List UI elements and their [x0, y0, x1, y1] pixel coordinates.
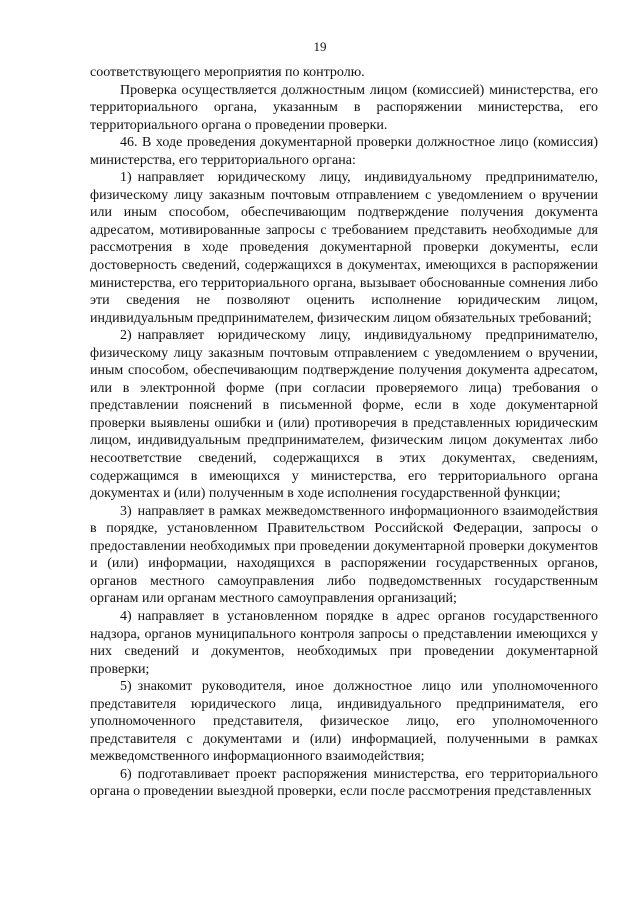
list-item-6 [90, 766, 598, 801]
list-item-4 [90, 608, 598, 678]
list-item-number: 4) [120, 608, 132, 624]
list-item-number: 3) [120, 503, 132, 519]
list-item-2 [90, 327, 598, 502]
paragraph-item-46: 46. В ходе проведения документарной проверки должностное лицо (комиссия) министерства, его территориального органа: [90, 135, 598, 168]
list-item-number: 6) [120, 766, 132, 782]
list-item-text: подготавливает проект распоряжения министерства, его территориального органа о проведении выездной проверки, если после рассмотрения представленных [90, 766, 598, 800]
list-item-text: направляет юридическому лицу, индивидуальному предпринимателю, физическому лицу заказным почтовым отправлением с уведомлением о вручении или иным способом, обеспечивающим подтверждение получения документа адресатом, мотивированные запросы с требованием представить необходимые для рассмотрения в ходе проведения документарной проверки документы, если достоверность сведений, содержащихся в документах, имеющихся в распоряжении министерства, его территориального органа, вызывает обоснованные сомнения либо эти сведения не позволяют оценить исполнение юридическим лицом, индивидуальным предпринимателем, физическим лицом обязательных требований; [90, 170, 598, 326]
list-item-1 [90, 169, 598, 327]
page-number: 19 [313, 39, 327, 54]
list-item-text: направляет в установленном порядке в адрес органов государственного надзора, органов муниципального контроля запросы о представлении имеющихся у них сведений и документов, необходимых при проведении документарной проверки; [90, 608, 598, 677]
list-item-text: направляет в рамках межведомственного информационного взаимодействия в порядке, установленном Правительством Российской Федерации, запросы о предоставлении необходимых при проведении документарной проверки документов и (или) информации, находящихся в распоряжении государственных органов, органов местного самоуправления либо подведомственных государственным органам или органам местного самоуправления организаций; [90, 503, 598, 607]
list-item-5 [90, 678, 598, 766]
document-body [90, 64, 598, 801]
list-item-number: 5) [120, 679, 132, 695]
paragraph-continuation: соответствующего мероприятия по контролю. [90, 65, 365, 80]
list-item-text: знакомит руководителя, иное должностное лицо или уполномоченного представителя юридического лица, индивидуального предпринимателя, его уполномоченного представителя, физическое лицо, его уполномоченного представителя с документами и (или) информацией, полученными в рамках межведомственного информационного взаимодействия; [90, 679, 598, 765]
list-item-number: 1) [120, 170, 132, 186]
list-item-number: 2) [120, 328, 132, 344]
list-item-3 [90, 503, 598, 608]
paragraph-check-done-by: Проверка осуществляется должностным лицом (комиссией) министерства, его территориального органа, указанным в распоряжении министерства, его территориального органа о проведении проверки. [90, 82, 598, 133]
list-item-text: направляет юридическому лицу, индивидуальному предпринимателю, физическому лицу заказным почтовым отправлением с уведомлением о вручении, иным способом, обеспечивающим подтверждение получения документа адресатом, или в электронной форме (при согласии проверяемого лица) требования о представлении пояснений в письменной форме, если в ходе документарной проверки выявлены ошибки и (или) противоречия в представленных юридическим лицом, индивидуальным предпринимателем, физическим лицом документах либо несоответствие сведений, содержащихся в этих документах, сведениям, содержащимся в имеющихся у министерства, его территориального органа документах и (или) полученным в ходе исполнения государственной функции; [90, 328, 598, 502]
